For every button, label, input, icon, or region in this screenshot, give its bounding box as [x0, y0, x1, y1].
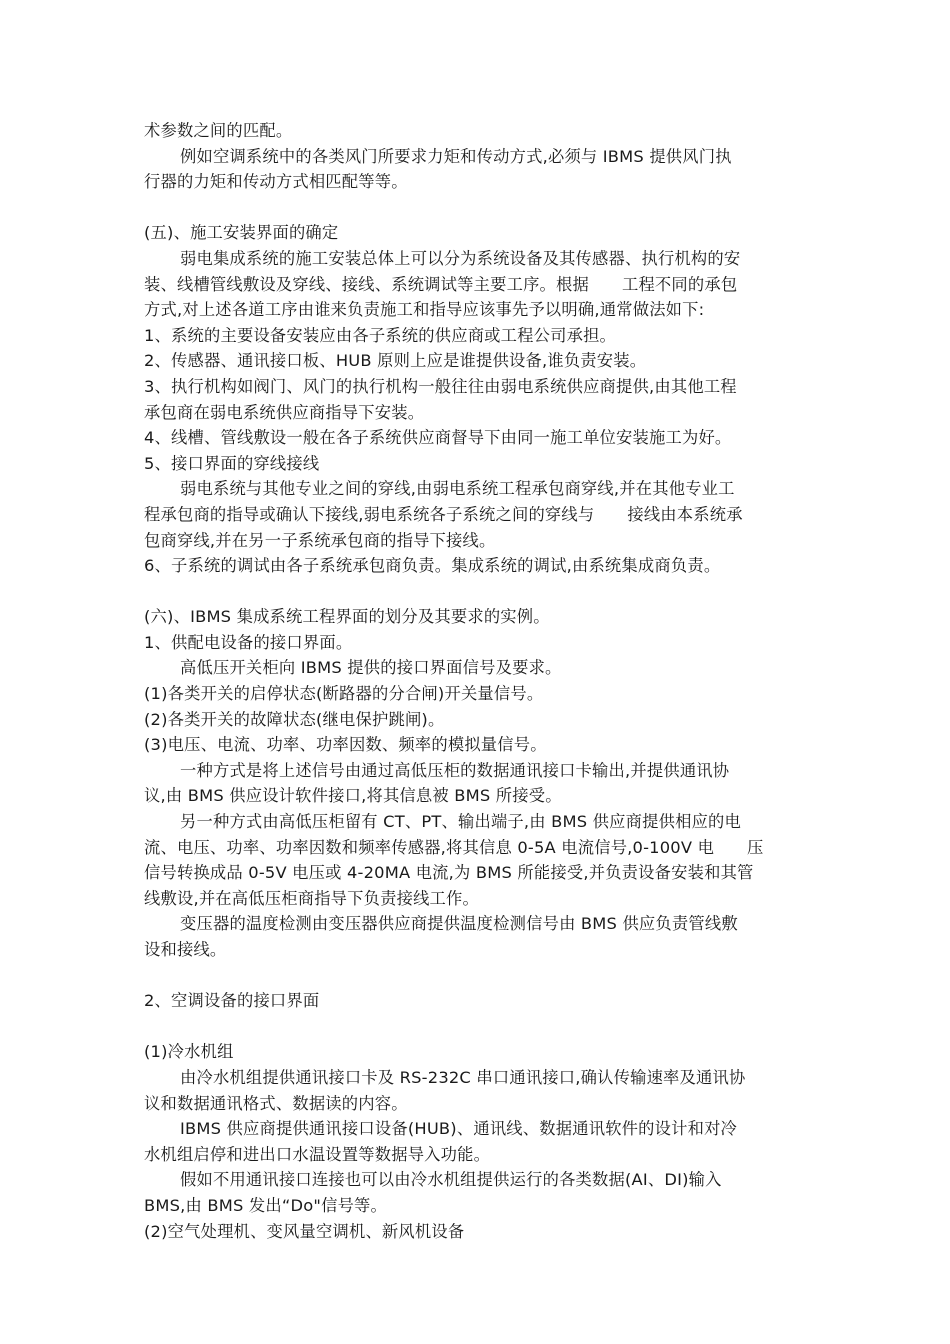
- text-line: 水机组启停和进出口水温设置等数据导入功能。: [144, 1144, 491, 1164]
- blank-line: [144, 1014, 808, 1040]
- text-line: 1、系统的主要设备安装应由各子系统的供应商或工程公司承担。: [144, 325, 617, 345]
- text-line: BMS,由 BMS 发出“Do"信号等。: [144, 1195, 388, 1215]
- text-line: IBMS 供应商提供通讯接口设备(HUB)、通讯线、数据通讯软件的设计和对冷: [180, 1119, 738, 1139]
- document-body: [144, 118, 808, 1244]
- text-line: (1)冷水机组: [144, 1042, 234, 1062]
- text-line: 包商穿线,并在另一子系统承包商的指导下接线。: [144, 530, 496, 550]
- text-line: 2、传感器、通讯接口板、HUB 原则上应是谁提供设备,谁负责安装。: [144, 351, 647, 371]
- text-line: 方式,对上述各道工序由谁来负责施工和指导应该事先予以明确,通常做法如下:: [144, 300, 705, 320]
- text-line: 1、供配电设备的接口界面。: [144, 632, 353, 652]
- text-line: 装、线槽管线敷设及穿线、接线、系统调试等主要工序。根据 工程不同的承包: [144, 274, 738, 294]
- text-line: 高低压开关柜向 IBMS 提供的接口界面信号及要求。: [180, 658, 562, 678]
- text-line: 信号转换成品 0-5V 电压或 4-20MA 电流,为 BMS 所能接受,并负责设备安装和其管: [144, 863, 754, 883]
- text-line: 5、接口界面的穿线接线: [144, 453, 320, 473]
- blank-line: [144, 579, 808, 605]
- text-line: (3)电压、电流、功率、功率因数、频率的模拟量信号。: [144, 735, 547, 755]
- text-line: 一种方式是将上述信号由通过高低压柜的数据通讯接口卡输出,并提供通讯协: [180, 760, 730, 780]
- text-line: 变压器的温度检测由变压器供应商提供温度检测信号由 BMS 供应负责管线敷: [180, 914, 738, 934]
- text-line: 6、子系统的调试由各子系统承包商负责。集成系统的调试,由系统集成商负责。: [144, 556, 721, 576]
- text-line: 行器的力矩和传动方式相匹配等等。: [144, 172, 408, 192]
- text-line: (六)、IBMS 集成系统工程界面的划分及其要求的实例。: [144, 607, 550, 627]
- text-line: 议,由 BMS 供应设计软件接口,将其信息被 BMS 所接受。: [144, 786, 562, 806]
- text-line: 术参数之间的匹配。: [144, 121, 293, 140]
- text-line: 议和数据通讯格式、数据读的内容。: [144, 1093, 408, 1113]
- text-line: 假如不用通讯接口连接也可以由冷水机组提供运行的各类数据(AI、DI)输入: [180, 1170, 722, 1190]
- text-line: 4、线槽、管线敷设一般在各子系统供应商督导下由同一施工单位安装施工为好。: [144, 428, 732, 448]
- text-line: 线敷设,并在高低压柜商指导下负责接线工作。: [144, 888, 480, 908]
- text-line: 弱电系统与其他专业之间的穿线,由弱电系统工程承包商穿线,并在其他专业工: [180, 479, 735, 499]
- blank-line: [144, 195, 808, 221]
- blank-line: [144, 963, 808, 989]
- text-line: 程承包商的指导或确认下接线,弱电系统各子系统之间的穿线与 接线由本系统承: [144, 504, 743, 524]
- text-line: (1)各类开关的启停状态(断路器的分合闸)开关量信号。: [144, 684, 544, 704]
- text-line: (2)各类开关的故障状态(继电保护跳闸)。: [144, 709, 445, 729]
- text-line: 由冷水机组提供通讯接口卡及 RS-232C 串口通讯接口,确认传输速率及通讯协: [180, 1067, 746, 1087]
- text-line: 另一种方式由高低压柜留有 CT、PT、输出端子,由 BMS 供应商提供相应的电: [180, 812, 742, 832]
- text-line: (五)、施工安装界面的确定: [144, 223, 339, 243]
- text-line: 流、电压、功率、功率因数和频率传感器,将其信息 0-5A 电流信号,0-100V 电 压: [144, 837, 764, 857]
- text-line: 2、空调设备的接口界面: [144, 991, 320, 1011]
- text-line: 例如空调系统中的各类风门所要求力矩和传动方式,必须与 IBMS 提供风门执: [180, 146, 732, 166]
- text-line: 弱电集成系统的施工安装总体上可以分为系统设备及其传感器、执行机构的安: [180, 248, 741, 268]
- text-line: 3、执行机构如阀门、风门的执行机构一般往往由弱电系统供应商提供,由其他工程: [144, 376, 737, 396]
- text-line: (2)空气处理机、变风量空调机、新风机设备: [144, 1221, 465, 1241]
- text-line: 承包商在弱电系统供应商指导下安装。: [144, 402, 425, 422]
- text-line: 设和接线。: [144, 940, 227, 959]
